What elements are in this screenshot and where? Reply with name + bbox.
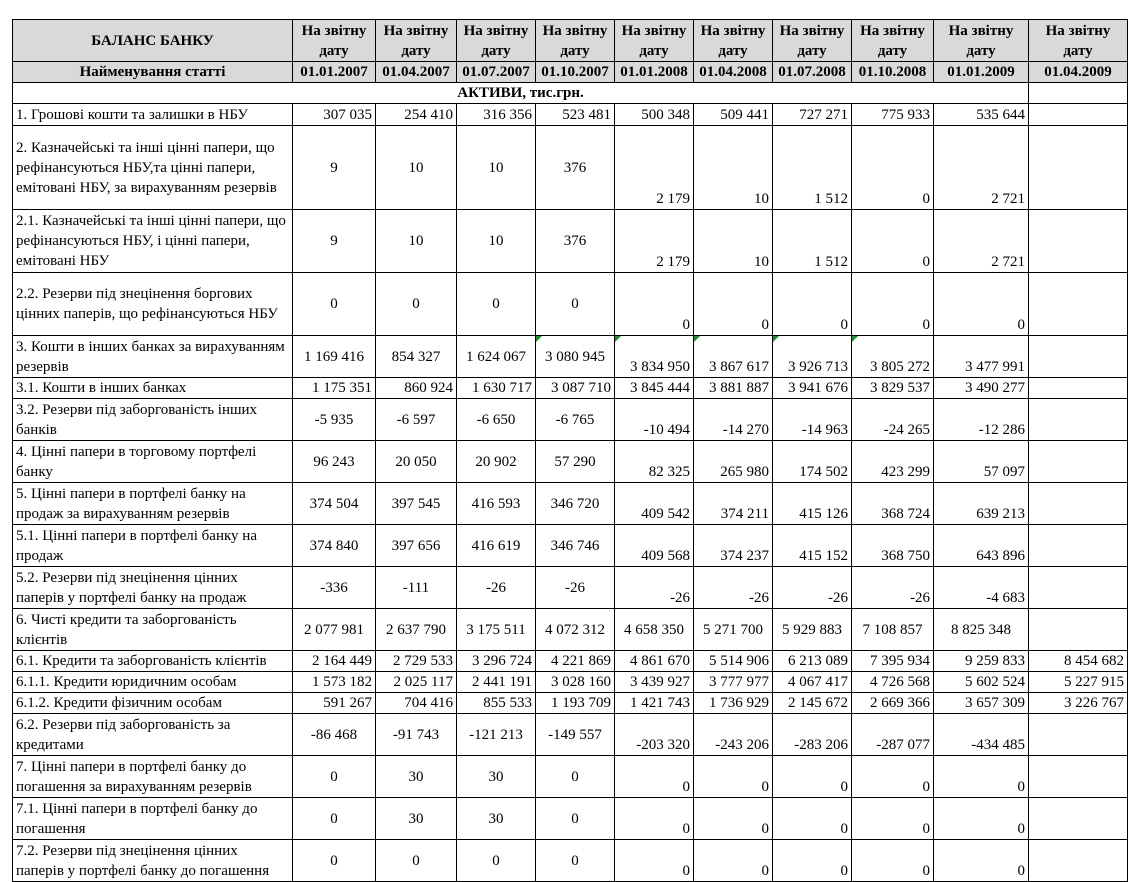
value-cell: 1 736 929 xyxy=(694,693,773,714)
table-row xyxy=(13,399,1128,441)
table-row xyxy=(13,525,1128,567)
value-cell: 2 179 xyxy=(615,210,694,273)
table-title: БАЛАНС БАНКУ xyxy=(13,20,293,62)
value-cell: 509 441 xyxy=(694,104,773,126)
value-cell: 3 080 945 xyxy=(536,336,615,378)
value-cell xyxy=(1029,126,1128,210)
value-cell: 0 xyxy=(694,840,773,882)
value-cell: -12 286 xyxy=(934,399,1029,441)
row-label: 5. Цінні папери в портфелі банку на продаж за вирахуванням резервів xyxy=(13,483,293,525)
table-row xyxy=(13,273,1128,336)
value-cell: 4 726 568 xyxy=(852,672,934,693)
value-cell: 346 720 xyxy=(536,483,615,525)
value-cell: 3 657 309 xyxy=(934,693,1029,714)
value-cell: 0 xyxy=(457,273,536,336)
date-header-5: На звітну дату xyxy=(615,20,694,62)
value-cell: 30 xyxy=(457,798,536,840)
value-cell: 0 xyxy=(293,273,376,336)
value-cell: 704 416 xyxy=(376,693,457,714)
table-row xyxy=(13,336,1128,378)
value-cell: -111 xyxy=(376,567,457,609)
value-cell: 10 xyxy=(694,126,773,210)
value-cell: 1 630 717 xyxy=(457,378,536,399)
value-cell: -26 xyxy=(852,567,934,609)
value-cell xyxy=(1029,840,1128,882)
table-row xyxy=(13,651,1128,672)
value-cell: 2 637 790 xyxy=(376,609,457,651)
value-cell: 4 067 417 xyxy=(773,672,852,693)
value-cell: -336 xyxy=(293,567,376,609)
value-cell: 4 072 312 xyxy=(536,609,615,651)
table-row xyxy=(13,672,1128,693)
value-cell: 0 xyxy=(694,756,773,798)
date-header-6: На звітну дату xyxy=(694,20,773,62)
value-cell: 307 035 xyxy=(293,104,376,126)
balance-table xyxy=(12,19,1128,882)
value-cell xyxy=(1029,273,1128,336)
row-label: 2.1. Казначейські та інші цінні папери, що рефінансуються НБУ, і цінні папери, емітовані НБУ xyxy=(13,210,293,273)
table-row xyxy=(13,483,1128,525)
value-cell: 1 175 351 xyxy=(293,378,376,399)
value-cell xyxy=(1029,567,1128,609)
row-label: 7.2. Резерви під знецінення цінних паперів у портфелі банку до погашення xyxy=(13,840,293,882)
value-cell: 3 477 991 xyxy=(934,336,1029,378)
value-cell: 5 929 883 xyxy=(773,609,852,651)
date-cell: 01.01.2007 xyxy=(293,62,376,83)
value-cell: 2 179 xyxy=(615,126,694,210)
table-row xyxy=(13,693,1128,714)
value-cell xyxy=(1029,483,1128,525)
value-cell: 57 097 xyxy=(934,441,1029,483)
value-cell: 3 439 927 xyxy=(615,672,694,693)
date-cell: 01.10.2008 xyxy=(852,62,934,83)
value-cell: 0 xyxy=(934,273,1029,336)
value-cell: 854 327 xyxy=(376,336,457,378)
value-cell: 9 xyxy=(293,210,376,273)
date-cell: 01.04.2009 xyxy=(1029,62,1128,83)
value-cell: 2 077 981 xyxy=(293,609,376,651)
table-row xyxy=(13,609,1128,651)
value-cell: -4 683 xyxy=(934,567,1029,609)
value-cell: 1 169 416 xyxy=(293,336,376,378)
value-cell: 4 658 350 xyxy=(615,609,694,651)
value-cell: 3 490 277 xyxy=(934,378,1029,399)
value-cell xyxy=(1029,336,1128,378)
table-row xyxy=(13,798,1128,840)
value-cell: 0 xyxy=(773,273,852,336)
table-row xyxy=(13,567,1128,609)
value-cell: 3 296 724 xyxy=(457,651,536,672)
value-cell: 0 xyxy=(773,756,852,798)
value-cell: 409 568 xyxy=(615,525,694,567)
value-cell: 30 xyxy=(457,756,536,798)
value-cell: -86 468 xyxy=(293,714,376,756)
value-cell: 174 502 xyxy=(773,441,852,483)
row-label: 6.1. Кредити та заборгованість клієнтів xyxy=(13,651,293,672)
value-cell: 374 504 xyxy=(293,483,376,525)
value-cell: 0 xyxy=(694,798,773,840)
value-cell: 416 619 xyxy=(457,525,536,567)
value-cell: 2 721 xyxy=(934,126,1029,210)
value-cell: 1 512 xyxy=(773,126,852,210)
value-cell: 10 xyxy=(457,210,536,273)
value-cell: 0 xyxy=(852,840,934,882)
value-cell: 0 xyxy=(934,756,1029,798)
value-cell: -6 597 xyxy=(376,399,457,441)
subheader-row xyxy=(13,62,1128,83)
value-cell: 416 593 xyxy=(457,483,536,525)
value-cell: 535 644 xyxy=(934,104,1029,126)
value-cell: 5 271 700 xyxy=(694,609,773,651)
value-cell: 7 395 934 xyxy=(852,651,934,672)
value-cell: 20 050 xyxy=(376,441,457,483)
value-cell: -26 xyxy=(536,567,615,609)
value-cell: 10 xyxy=(457,126,536,210)
value-cell: 8 825 348 xyxy=(934,609,1029,651)
date-cell: 01.10.2007 xyxy=(536,62,615,83)
section-row xyxy=(13,83,1128,104)
value-cell: 20 902 xyxy=(457,441,536,483)
value-cell: 2 721 xyxy=(934,210,1029,273)
row-label: 2. Казначейські та інші цінні папери, що рефінансуються НБУ,та цінні папери, емітовані НБУ, за вирахуванням резервів xyxy=(13,126,293,210)
row-label: 6. Чисті кредити та заборгованість клієнтів xyxy=(13,609,293,651)
value-cell: 0 xyxy=(852,273,934,336)
value-cell: -121 213 xyxy=(457,714,536,756)
value-cell: 0 xyxy=(615,756,694,798)
value-cell: 409 542 xyxy=(615,483,694,525)
value-cell: 374 211 xyxy=(694,483,773,525)
value-cell: 639 213 xyxy=(934,483,1029,525)
date-header-3: На звітну дату xyxy=(457,20,536,62)
value-cell: 254 410 xyxy=(376,104,457,126)
value-cell: 727 271 xyxy=(773,104,852,126)
row-label: 2.2. Резерви під знецінення боргових цінних паперів, що рефінансуються НБУ xyxy=(13,273,293,336)
value-cell: 374 237 xyxy=(694,525,773,567)
value-cell: 0 xyxy=(694,273,773,336)
value-cell: 0 xyxy=(293,798,376,840)
row-label: 3. Кошти в інших банках за вирахуванням резервів xyxy=(13,336,293,378)
value-cell: -14 270 xyxy=(694,399,773,441)
value-cell: 1 573 182 xyxy=(293,672,376,693)
value-cell: 3 834 950 xyxy=(615,336,694,378)
value-cell xyxy=(1029,378,1128,399)
value-cell: 10 xyxy=(376,126,457,210)
date-header-2: На звітну дату xyxy=(376,20,457,62)
value-cell: 523 481 xyxy=(536,104,615,126)
date-cell: 01.01.2008 xyxy=(615,62,694,83)
table-row xyxy=(13,714,1128,756)
value-cell: 0 xyxy=(615,840,694,882)
value-cell xyxy=(1029,104,1128,126)
value-cell: 30 xyxy=(376,756,457,798)
value-cell: -287 077 xyxy=(852,714,934,756)
value-cell xyxy=(1029,756,1128,798)
value-cell: 500 348 xyxy=(615,104,694,126)
row-label: 6.2. Резерви під заборгованість за кредитами xyxy=(13,714,293,756)
value-cell: 10 xyxy=(376,210,457,273)
date-header-7: На звітну дату xyxy=(773,20,852,62)
row-label: 5.2. Резерви під знецінення цінних паперів у портфелі банку на продаж xyxy=(13,567,293,609)
value-cell: 775 933 xyxy=(852,104,934,126)
value-cell: 397 656 xyxy=(376,525,457,567)
value-cell: 397 545 xyxy=(376,483,457,525)
row-label: 3.2. Резерви під заборгованість інших банків xyxy=(13,399,293,441)
value-cell: 6 213 089 xyxy=(773,651,852,672)
value-cell: 0 xyxy=(536,840,615,882)
value-cell: 855 533 xyxy=(457,693,536,714)
value-cell: 0 xyxy=(293,756,376,798)
value-cell: 0 xyxy=(376,273,457,336)
value-cell: 643 896 xyxy=(934,525,1029,567)
value-cell xyxy=(1029,525,1128,567)
value-cell: 1 193 709 xyxy=(536,693,615,714)
table-row xyxy=(13,210,1128,273)
value-cell: 376 xyxy=(536,126,615,210)
value-cell: 7 108 857 xyxy=(852,609,934,651)
value-cell: 860 924 xyxy=(376,378,457,399)
value-cell: 2 164 449 xyxy=(293,651,376,672)
value-cell: -26 xyxy=(773,567,852,609)
value-cell: 10 xyxy=(694,210,773,273)
value-cell xyxy=(1029,609,1128,651)
date-header-4: На звітну дату xyxy=(536,20,615,62)
row-label: 7. Цінні папери в портфелі банку до погашення за вирахуванням резервів xyxy=(13,756,293,798)
table-row xyxy=(13,756,1128,798)
value-cell: 0 xyxy=(293,840,376,882)
value-cell: 415 126 xyxy=(773,483,852,525)
value-cell: 3 028 160 xyxy=(536,672,615,693)
value-cell: 3 941 676 xyxy=(773,378,852,399)
value-cell: 8 454 682 xyxy=(1029,651,1128,672)
section-title: АКТИВИ, тис.грн. xyxy=(13,83,1029,104)
date-cell: 01.07.2007 xyxy=(457,62,536,83)
date-header-10: На звітну дату xyxy=(1029,20,1128,62)
value-cell: 316 356 xyxy=(457,104,536,126)
value-cell: 2 025 117 xyxy=(376,672,457,693)
date-cell: 01.07.2008 xyxy=(773,62,852,83)
table-row xyxy=(13,441,1128,483)
value-cell: 376 xyxy=(536,210,615,273)
row-label: 7.1. Цінні папери в портфелі банку до погашення xyxy=(13,798,293,840)
value-cell: -91 743 xyxy=(376,714,457,756)
value-cell: 2 441 191 xyxy=(457,672,536,693)
row-label: 5.1. Цінні папери в портфелі банку на продаж xyxy=(13,525,293,567)
value-cell: 3 087 710 xyxy=(536,378,615,399)
value-cell: 0 xyxy=(852,798,934,840)
table-row xyxy=(13,126,1128,210)
value-cell: 368 750 xyxy=(852,525,934,567)
value-cell: 96 243 xyxy=(293,441,376,483)
row-label: 6.1.2. Кредити фізичним особам xyxy=(13,693,293,714)
value-cell: 265 980 xyxy=(694,441,773,483)
date-cell: 01.04.2007 xyxy=(376,62,457,83)
value-cell: 9 259 833 xyxy=(934,651,1029,672)
value-cell: 3 881 887 xyxy=(694,378,773,399)
date-header-1: На звітну дату xyxy=(293,20,376,62)
value-cell: 0 xyxy=(376,840,457,882)
value-cell: -149 557 xyxy=(536,714,615,756)
value-cell: -26 xyxy=(694,567,773,609)
value-cell: 0 xyxy=(852,210,934,273)
value-cell xyxy=(1029,714,1128,756)
value-cell: 0 xyxy=(536,756,615,798)
value-cell xyxy=(1029,210,1128,273)
value-cell: -26 xyxy=(615,567,694,609)
table-row xyxy=(13,104,1128,126)
value-cell xyxy=(1029,399,1128,441)
value-cell: -6 650 xyxy=(457,399,536,441)
value-cell: 0 xyxy=(934,840,1029,882)
value-cell: -14 963 xyxy=(773,399,852,441)
value-cell: 0 xyxy=(457,840,536,882)
value-cell: 2 669 366 xyxy=(852,693,934,714)
value-cell: 82 325 xyxy=(615,441,694,483)
value-cell: 4 861 670 xyxy=(615,651,694,672)
value-cell: 2 145 672 xyxy=(773,693,852,714)
value-cell: 346 746 xyxy=(536,525,615,567)
value-cell: -6 765 xyxy=(536,399,615,441)
value-cell: 3 845 444 xyxy=(615,378,694,399)
table-row xyxy=(13,378,1128,399)
row-label: 1. Грошові кошти та залишки в НБУ xyxy=(13,104,293,126)
row-label: 6.1.1. Кредити юридичним особам xyxy=(13,672,293,693)
value-cell: 4 221 869 xyxy=(536,651,615,672)
date-header-8: На звітну дату xyxy=(852,20,934,62)
date-cell: 01.01.2009 xyxy=(934,62,1029,83)
value-cell: -5 935 xyxy=(293,399,376,441)
value-cell: 0 xyxy=(852,756,934,798)
row-label: 3.1. Кошти в інших банках xyxy=(13,378,293,399)
value-cell: 3 175 511 xyxy=(457,609,536,651)
value-cell: 9 xyxy=(293,126,376,210)
value-cell: -24 265 xyxy=(852,399,934,441)
value-cell: 0 xyxy=(536,273,615,336)
value-cell: 0 xyxy=(934,798,1029,840)
value-cell: 591 267 xyxy=(293,693,376,714)
value-cell: 5 602 524 xyxy=(934,672,1029,693)
value-cell: -434 485 xyxy=(934,714,1029,756)
value-cell: 0 xyxy=(852,126,934,210)
value-cell: 374 840 xyxy=(293,525,376,567)
value-cell: 3 226 767 xyxy=(1029,693,1128,714)
value-cell: 0 xyxy=(615,273,694,336)
value-cell: 3 829 537 xyxy=(852,378,934,399)
value-cell: 0 xyxy=(615,798,694,840)
value-cell: 0 xyxy=(536,798,615,840)
value-cell: 0 xyxy=(773,840,852,882)
row-label: 4. Цінні папери в торговому портфелі банку xyxy=(13,441,293,483)
value-cell: 3 926 713 xyxy=(773,336,852,378)
value-cell xyxy=(1029,798,1128,840)
value-cell: 1 421 743 xyxy=(615,693,694,714)
value-cell: -26 xyxy=(457,567,536,609)
date-header-9: На звітну дату xyxy=(934,20,1029,62)
value-cell: -10 494 xyxy=(615,399,694,441)
table-row xyxy=(13,840,1128,882)
value-cell xyxy=(1029,441,1128,483)
header-row xyxy=(13,20,1128,62)
value-cell: 2 729 533 xyxy=(376,651,457,672)
value-cell: 5 227 915 xyxy=(1029,672,1128,693)
value-cell: -283 206 xyxy=(773,714,852,756)
value-cell: 368 724 xyxy=(852,483,934,525)
value-cell: 415 152 xyxy=(773,525,852,567)
value-cell: 3 777 977 xyxy=(694,672,773,693)
value-cell: -203 320 xyxy=(615,714,694,756)
column-name-label: Найменування статті xyxy=(13,62,293,83)
value-cell: 3 867 617 xyxy=(694,336,773,378)
value-cell: 1 624 067 xyxy=(457,336,536,378)
value-cell: 0 xyxy=(773,798,852,840)
empty-cell xyxy=(1029,83,1128,104)
value-cell: -243 206 xyxy=(694,714,773,756)
date-cell: 01.04.2008 xyxy=(694,62,773,83)
value-cell: 30 xyxy=(376,798,457,840)
value-cell: 3 805 272 xyxy=(852,336,934,378)
value-cell: 1 512 xyxy=(773,210,852,273)
value-cell: 5 514 906 xyxy=(694,651,773,672)
value-cell: 423 299 xyxy=(852,441,934,483)
value-cell: 57 290 xyxy=(536,441,615,483)
